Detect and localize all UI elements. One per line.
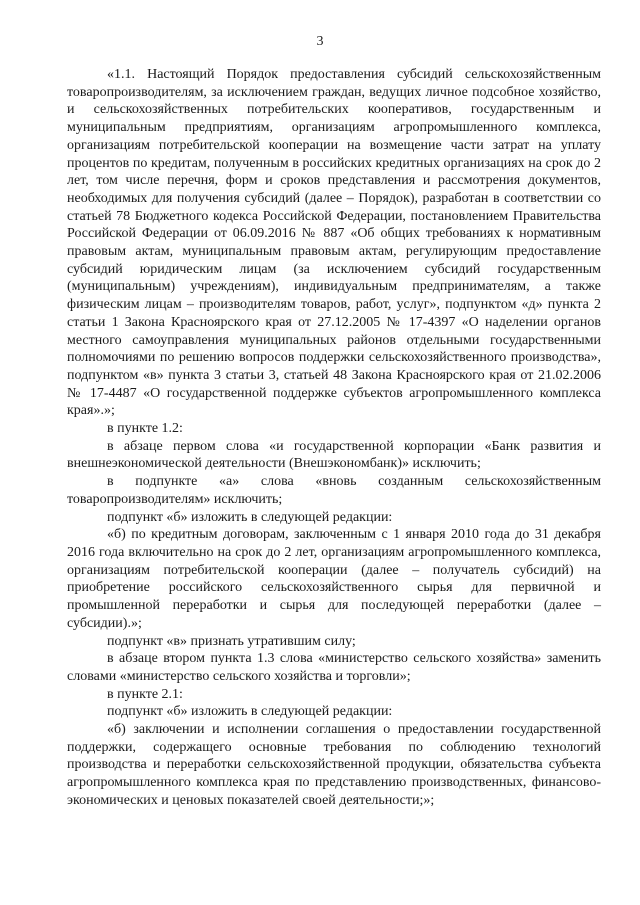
paragraph-1-1: «1.1. Настоящий Порядок предоставления субсидий сельскохозяйственным товаропроизводителям, за исключением граждан, ведущих личное подсобное хозяйство, и сельскохозяйственных потребительских кооперативов, государственным и муниципальным предприятиям, организациям агропромышленного комплекса, организациям потребительской кооперации на возмещение части затрат на уплату процентов по кредитам, полученным в российских кредитных организациях на срок до 2 лет, том числе перечня, форм и сроков представления и рассмотрения документов, необходимых для получения субсидий (далее – Порядок), разработан в соответствии со статьей 78 Бюджетного кодекса Российской Федерации, постановлением Правительства Российской Федерации от 06.09.2016 № 887 «Об общих требованиях к нормативным правовым актам, муниципальным правовым актам, регулирующим предоставление субсидий юридическим лицам (за исключением субсидий государственным (муниципальным) учреждениям), индивидуальным предпринимателям, а также физическим лицам – производителям товаров, работ, услуг», подпунктом «д» пункта 2 статьи 1 Закона Красноярского края от 27.12.2005 № 17-4397 «О наделении органов местного самоуправления муниципальных районов отдельными государственными полномочиями по решению вопросов поддержки сельскохозяйственного производства», подпунктом «в» пункта 3 статьи 3, статьей 48 Закона Красноярского края от 21.02.2006 № 17-4487 «О государственной поддержке субъектов агропромышленного комплекса края».»;	[67, 67, 601, 419]
paragraph-point-1-2: в пункте 1.2:	[107, 421, 183, 437]
paragraph-point-1-3: в абзаце втором пункта 1.3 слова «министерство сельского хозяйства» заменить словами «министерство сельского хозяйства и торговли»;	[67, 651, 601, 684]
paragraph-subpoint-a: в подпункте «а» слова «вновь созданным сельскохозяйственным товаропроизводителям» исключить;	[67, 474, 601, 507]
document-body	[67, 66, 601, 810]
page-number: 3	[316, 34, 324, 49]
paragraph-subpoint-b-intro: подпункт «б» изложить в следующей редакции:	[107, 509, 393, 525]
paragraph-subpoint-v: подпункт «в» признать утратившим силу;	[107, 633, 356, 649]
paragraph-point-2-1: в пункте 2.1:	[107, 686, 183, 702]
paragraph-first-abzac: в абзаце первом слова «и государственной корпорации «Банк развития и внешнеэкономической деятельности (Внешэкономбанк)» исключить;	[67, 438, 601, 472]
paragraph-2-1-subpoint-b-intro: подпункт «б» изложить в следующей редакции:	[107, 704, 393, 720]
paragraph-subpoint-b-text: «б) по кредитным договорам, заключенным с 1 января 2010 года до 31 декабря 2016 года включительно на срок до 2 лет, организациям агропромышленного комплекса, организациям потребительской кооперации (далее – получатель субсидий) на приобретение российского сельскохозяйственного сырья для первичной и промышленной переработки и сырья для последующей переработки (далее – субсидии).»;	[67, 527, 601, 631]
paragraph-2-1-subpoint-b-text: «б) заключении и исполнении соглашения о предоставлении государственной поддержки, содержащего основные требования по соблюдению технологий производства и переработки сельскохозяйственной продукции, обязательства субъекта агропромышленного комплекса края по представлению производственных, финансово-экономических и ценовых показателей своей деятельности;»;	[67, 722, 601, 808]
